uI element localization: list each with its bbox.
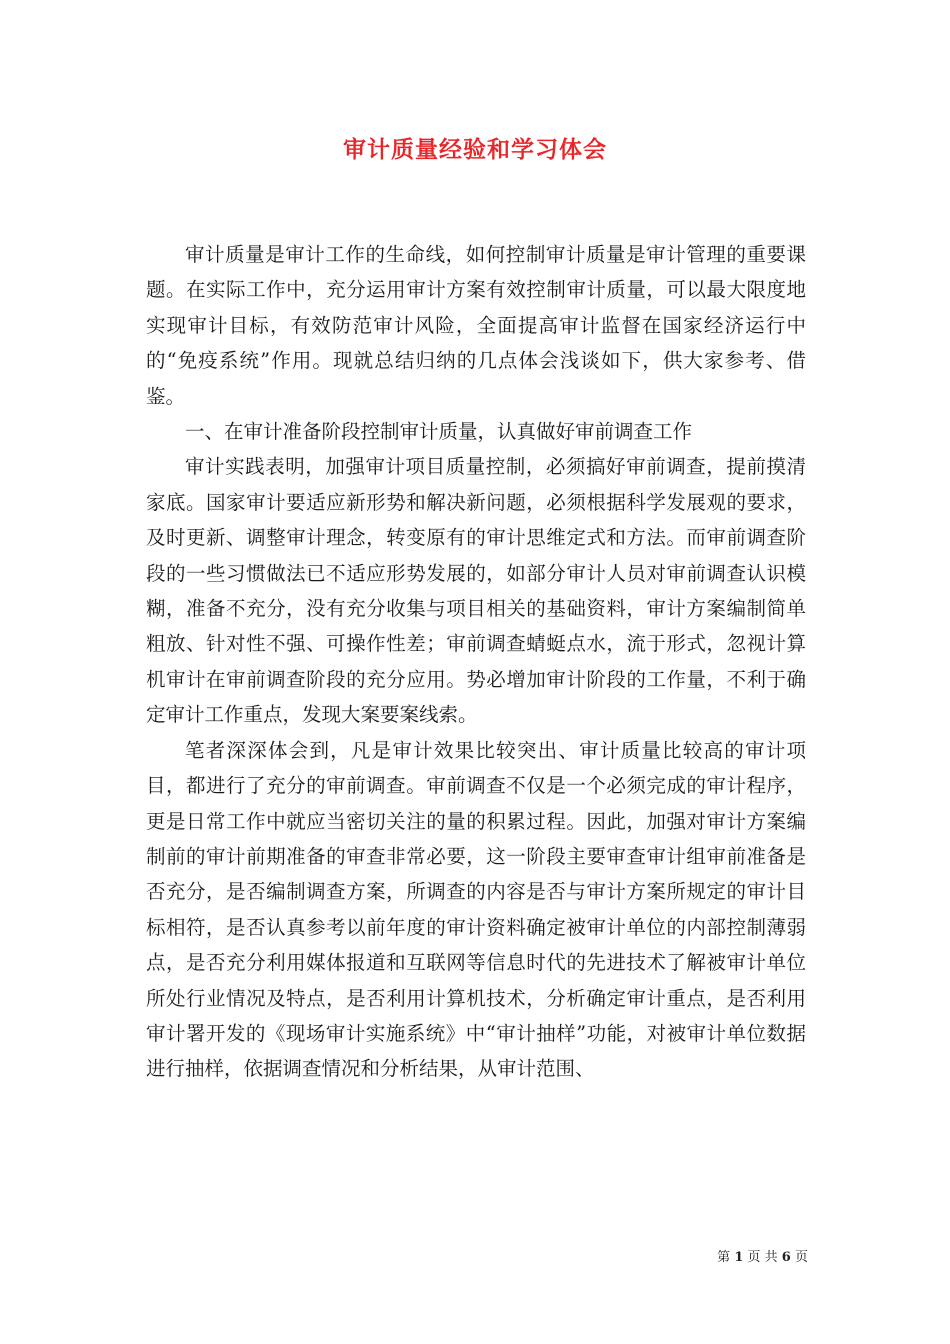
- page-number-footer: [717, 1246, 808, 1265]
- paragraph-practice: 审计实践表明，加强审计项目质量控制，必须搞好审前调查，提前摸清家底。国家审计要适应新形势和解决新问题，必须根据科学发展观的要求，及时更新、调整审计理念，转变原有的审计思维定式和方法。而审前调查阶段的一些习惯做法已不适应形势发展的，如部分审计人员对审前调查认识模糊，准备不充分，没有充分收集与项目相关的基础资料，审计方案编制简单粗放、针对性不强、可操作性差；审前调查蜻蜓点水，流于形式，忽视计算机审计在审前调查阶段的充分应用。势必增加审计阶段的工作量，不利于确定审计工作重点，发现大案要案线索。: [146, 455, 806, 727]
- footer-current-page: 1: [734, 1250, 744, 1265]
- paragraph-intro: 审计质量是审计工作的生命线，如何控制审计质量是审计管理的重要课题。在实际工作中，充分运用审计方案有效控制审计质量，可以最大限度地实现审计目标，有效防范审计风险，全面提高审计监督在国家经济运行中的“免疫系统”作用。现就总结归纳的几点体会浅谈如下，供大家参考、借鉴。: [146, 243, 806, 408]
- section-heading-1: 一、在审计准备阶段控制审计质量，认真做好审前调查工作: [185, 420, 693, 444]
- footer-middle: 页 共: [747, 1250, 778, 1265]
- document-body: [146, 237, 806, 1087]
- footer-suffix: 页: [794, 1250, 808, 1265]
- footer-total-pages: 6: [781, 1250, 791, 1265]
- paragraph-experience: 笔者深深体会到，凡是审计效果比较突出、审计质量比较高的审计项目，都进行了充分的审前调查。审前调查不仅是一个必须完成的审计程序，更是日常工作中就应当密切关注的量的积累过程。因此，加强对审计方案编制前的审计前期准备的审查非常必要，这一阶段主要审查审计组审前准备是否充分，是否编制调查方案，所调查的内容是否与审计方案所规定的审计目标相符，是否认真参考以前年度的审计资料确定被审计单位的内部控制薄弱点，是否充分利用媒体报道和互联网等信息时代的先进技术了解被审计单位所处行业情况及特点，是否利用计算机技术，分析确定审计重点，是否利用审计署开发的《现场审计实施系统》中“审计抽样”功能，对被审计单位数据进行抽样，依据调查情况和分析结果，从审计范围、: [146, 738, 806, 1081]
- document-title: 审计质量经验和学习体会: [343, 136, 607, 163]
- footer-prefix: 第: [717, 1250, 731, 1265]
